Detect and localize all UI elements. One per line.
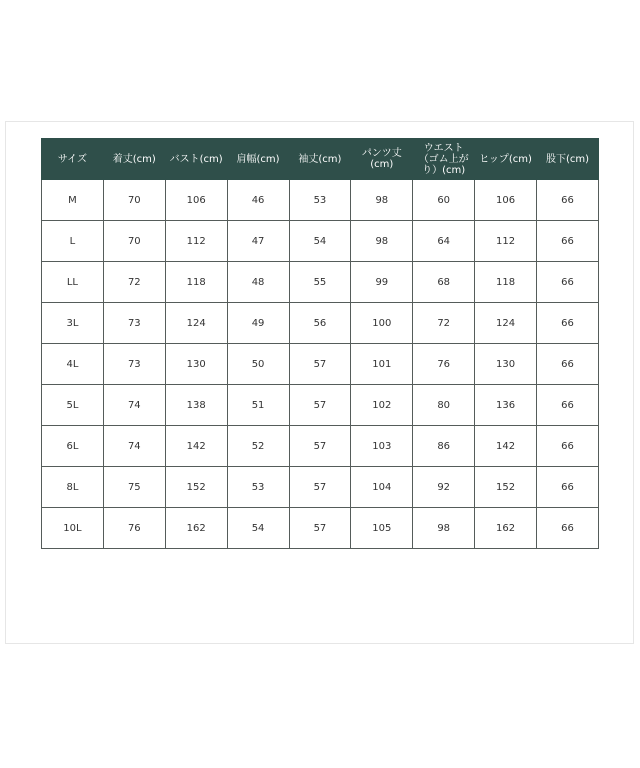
- cell-waist: 86: [413, 426, 475, 467]
- header-pants-length: パンツ丈(cm): [351, 139, 413, 180]
- cell-shoulder: 46: [227, 180, 289, 221]
- cell-sleeve: 57: [289, 467, 351, 508]
- cell-shoulder: 47: [227, 221, 289, 262]
- cell-pants-length: 100: [351, 303, 413, 344]
- cell-sleeve: 55: [289, 262, 351, 303]
- cell-inseam: 66: [537, 262, 599, 303]
- cell-hip: 136: [475, 385, 537, 426]
- cell-size: LL: [42, 262, 104, 303]
- cell-hip: 152: [475, 467, 537, 508]
- table-row: [42, 221, 599, 262]
- cell-size: 5L: [42, 385, 104, 426]
- cell-shoulder: 48: [227, 262, 289, 303]
- cell-inseam: 66: [537, 344, 599, 385]
- cell-size: 3L: [42, 303, 104, 344]
- cell-pants-length: 99: [351, 262, 413, 303]
- header-bust: バスト(cm): [165, 139, 227, 180]
- cell-bust: 112: [165, 221, 227, 262]
- table-row: [42, 508, 599, 549]
- header-row: [42, 139, 599, 180]
- cell-bust: 130: [165, 344, 227, 385]
- cell-inseam: 66: [537, 508, 599, 549]
- cell-sleeve: 57: [289, 344, 351, 385]
- cell-shoulder: 54: [227, 508, 289, 549]
- cell-bust: 162: [165, 508, 227, 549]
- cell-inseam: 66: [537, 467, 599, 508]
- cell-sleeve: 54: [289, 221, 351, 262]
- table-row: [42, 262, 599, 303]
- cell-waist: 60: [413, 180, 475, 221]
- size-chart-table: [41, 138, 599, 549]
- table-row: [42, 467, 599, 508]
- cell-length: 73: [103, 303, 165, 344]
- cell-inseam: 66: [537, 385, 599, 426]
- cell-sleeve: 53: [289, 180, 351, 221]
- cell-waist: 64: [413, 221, 475, 262]
- header-inseam: 股下(cm): [537, 139, 599, 180]
- cell-hip: 162: [475, 508, 537, 549]
- cell-length: 70: [103, 180, 165, 221]
- cell-length: 74: [103, 426, 165, 467]
- cell-bust: 124: [165, 303, 227, 344]
- cell-bust: 142: [165, 426, 227, 467]
- header-length: 着丈(cm): [103, 139, 165, 180]
- cell-waist: 68: [413, 262, 475, 303]
- cell-hip: 112: [475, 221, 537, 262]
- cell-hip: 124: [475, 303, 537, 344]
- cell-sleeve: 57: [289, 385, 351, 426]
- table-row: [42, 303, 599, 344]
- table-row: [42, 344, 599, 385]
- cell-bust: 118: [165, 262, 227, 303]
- cell-inseam: 66: [537, 180, 599, 221]
- table-row: [42, 180, 599, 221]
- cell-sleeve: 57: [289, 426, 351, 467]
- cell-bust: 138: [165, 385, 227, 426]
- cell-size: 4L: [42, 344, 104, 385]
- header-size: サイズ: [42, 139, 104, 180]
- cell-pants-length: 101: [351, 344, 413, 385]
- cell-hip: 130: [475, 344, 537, 385]
- cell-inseam: 66: [537, 426, 599, 467]
- cell-hip: 118: [475, 262, 537, 303]
- cell-waist: 72: [413, 303, 475, 344]
- table-row: [42, 426, 599, 467]
- table-row: [42, 385, 599, 426]
- cell-sleeve: 57: [289, 508, 351, 549]
- cell-length: 75: [103, 467, 165, 508]
- cell-shoulder: 51: [227, 385, 289, 426]
- cell-pants-length: 104: [351, 467, 413, 508]
- cell-length: 72: [103, 262, 165, 303]
- cell-bust: 106: [165, 180, 227, 221]
- header-sleeve: 袖丈(cm): [289, 139, 351, 180]
- header-waist: ウエスト（ゴム上がり）(cm): [413, 139, 475, 180]
- header-hip: ヒップ(cm): [475, 139, 537, 180]
- cell-size: M: [42, 180, 104, 221]
- cell-size: 8L: [42, 467, 104, 508]
- cell-inseam: 66: [537, 221, 599, 262]
- cell-pants-length: 102: [351, 385, 413, 426]
- cell-hip: 142: [475, 426, 537, 467]
- cell-waist: 92: [413, 467, 475, 508]
- cell-pants-length: 105: [351, 508, 413, 549]
- cell-hip: 106: [475, 180, 537, 221]
- cell-sleeve: 56: [289, 303, 351, 344]
- cell-shoulder: 53: [227, 467, 289, 508]
- cell-shoulder: 49: [227, 303, 289, 344]
- cell-pants-length: 98: [351, 180, 413, 221]
- cell-inseam: 66: [537, 303, 599, 344]
- cell-length: 74: [103, 385, 165, 426]
- cell-waist: 80: [413, 385, 475, 426]
- cell-length: 70: [103, 221, 165, 262]
- cell-bust: 152: [165, 467, 227, 508]
- header-shoulder: 肩幅(cm): [227, 139, 289, 180]
- cell-size: 6L: [42, 426, 104, 467]
- cell-shoulder: 50: [227, 344, 289, 385]
- cell-waist: 98: [413, 508, 475, 549]
- cell-length: 73: [103, 344, 165, 385]
- cell-length: 76: [103, 508, 165, 549]
- table-header: [42, 139, 599, 180]
- cell-waist: 76: [413, 344, 475, 385]
- cell-shoulder: 52: [227, 426, 289, 467]
- cell-size: 10L: [42, 508, 104, 549]
- cell-pants-length: 103: [351, 426, 413, 467]
- cell-size: L: [42, 221, 104, 262]
- cell-pants-length: 98: [351, 221, 413, 262]
- table-body: [42, 180, 599, 549]
